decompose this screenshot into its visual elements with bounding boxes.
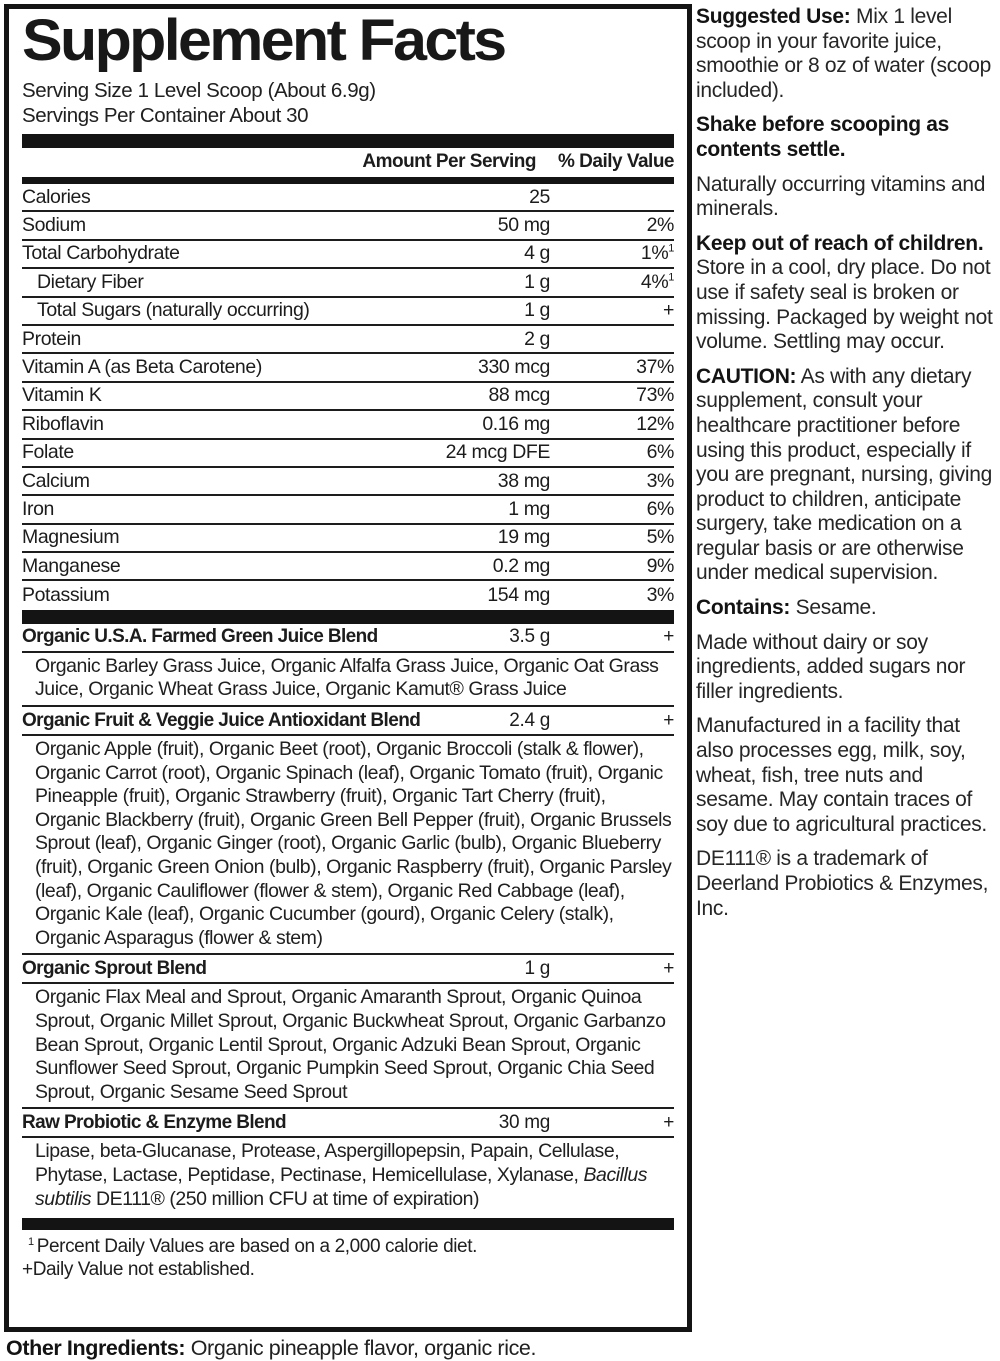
nutrient-amount: 154 mg xyxy=(487,584,550,607)
servings-per-container: Servings Per Container About 30 xyxy=(22,103,309,127)
blend-amount: 2.4 g xyxy=(509,709,550,731)
blend-name: Organic Sprout Blend xyxy=(22,957,207,979)
blend-amount: 1 g xyxy=(524,957,550,979)
blend-amount: 3.5 g xyxy=(509,626,550,648)
paragraph-contains xyxy=(696,596,998,621)
nutrient-name: Riboflavin xyxy=(22,412,104,435)
nutrient-name: Total Carbohydrate xyxy=(22,242,180,265)
paragraph-text: DE111® is a trademark of Deerland Probiotics & Enzymes, Inc. xyxy=(696,847,989,920)
nutrient-name: Calcium xyxy=(22,469,90,492)
table-row-protein xyxy=(22,326,674,354)
ingredients-text: DE111® (250 million CFU at time of expiration) xyxy=(91,1187,480,1210)
divider-bar-thick xyxy=(22,1218,674,1230)
nutrient-name: Magnesium xyxy=(22,526,120,549)
supplement-facts-panel xyxy=(4,4,692,1332)
blend-name: Organic Fruit & Veggie Juice Antioxidant Blend xyxy=(22,709,421,731)
nutrient-dv xyxy=(550,271,674,294)
nutrient-amount: 38 mg xyxy=(497,469,550,492)
nutrient-dv xyxy=(550,214,674,237)
nutrient-amount: 0.16 mg xyxy=(482,412,550,435)
nutrient-dv xyxy=(550,526,674,549)
dv-value: 73% xyxy=(636,384,674,407)
nutrient-amount: 25 xyxy=(529,185,550,208)
paragraph-text: Manufactured in a facility that also processes egg, milk, soy, wheat, fish, tree nuts and sesame. May contain traces of soy due to agricultural practices. xyxy=(696,714,987,836)
blend-ingredients-probiotic-enzyme xyxy=(22,1138,674,1214)
table-row-vitamin-a xyxy=(22,354,674,382)
table-row-total-carbohydrate xyxy=(22,241,674,269)
table-row-manganese xyxy=(22,553,674,581)
panel-title: Supplement Facts xyxy=(22,8,505,73)
dv-value: 6% xyxy=(646,497,674,520)
blend-row-sprout xyxy=(22,955,674,984)
header-daily-value: % Daily Value xyxy=(557,151,674,172)
table-row-vitamin-k xyxy=(22,383,674,411)
nutrient-name: Iron xyxy=(22,497,55,520)
paragraph-made-without xyxy=(696,631,998,705)
paragraph-manufactured xyxy=(696,714,998,837)
nutrient-dv xyxy=(550,584,674,607)
table-row-riboflavin xyxy=(22,411,674,439)
nutrient-amount: 88 mcg xyxy=(488,384,550,407)
nutrient-name: Potassium xyxy=(22,584,110,607)
paragraph-text: Naturally occurring vitamins and minerals. xyxy=(696,172,986,221)
nutrient-dv xyxy=(550,441,674,464)
nutrient-amount: 0.2 mg xyxy=(492,554,550,577)
dv-value: 3% xyxy=(646,469,674,492)
nutrient-name: Manganese xyxy=(22,554,121,577)
nutrient-dv xyxy=(550,470,674,493)
blend-ingredients-sprout: Organic Flax Meal and Sprout, Organic Amaranth Sprout, Organic Quinoa Sprout, Organic Millet Sprout, Organic Buckwheat Sprout, Organic Garbanzo Bean Sprout, Organic Lentil Sprout, Organic Adzuki Bean Sprout, Organic Sunflower Seed Sprout, Organic Pumpkin Seed Sprout, Organic Chia Seed Sprout, Organic Sesame Seed Sprout xyxy=(22,984,674,1109)
other-ingredients-label: Other Ingredients: xyxy=(6,1336,186,1360)
paragraph-lead: Shake before scooping as contents settle. xyxy=(696,113,950,161)
dv-value: 9% xyxy=(646,554,674,577)
nutrient-amount: 50 mg xyxy=(497,214,550,237)
nutrient-amount: 1 g xyxy=(524,270,550,293)
nutrient-dv xyxy=(550,299,674,322)
footnote-marker: 1 xyxy=(28,1235,34,1248)
paragraph-lead: CAUTION: xyxy=(696,364,797,388)
dv-value: 5% xyxy=(646,526,674,549)
table-row-calories xyxy=(22,184,674,212)
nutrient-amount: 19 mg xyxy=(497,526,550,549)
table-row-dietary-fiber xyxy=(22,269,674,297)
blend-dv: + xyxy=(663,1111,674,1133)
dv-value: 3% xyxy=(646,584,674,607)
table-row-magnesium xyxy=(22,525,674,553)
paragraph-text: Store in a cool, dry place. Do not use if safety seal is broken or missing. Packaged by weight not volume. Settling may occur. xyxy=(696,256,993,354)
nutrient-name: Protein xyxy=(22,327,81,350)
nutrient-name: Sodium xyxy=(22,214,86,237)
blend-row-probiotic-enzyme xyxy=(22,1109,674,1138)
header-amount-per-serving: Amount Per Serving xyxy=(362,151,536,172)
ingredients-species-italic: Bacillus subtilis xyxy=(35,1163,648,1210)
paragraph-naturally-occurring xyxy=(696,173,998,222)
nutrient-dv xyxy=(550,413,674,436)
nutrient-amount: 4 g xyxy=(524,242,550,265)
blend-ingredients-fruit-veggie: Organic Apple (fruit), Organic Beet (root), Organic Broccoli (stalk & flower), Organic Carrot (root), Organic Spinach (leaf), Organic Tomato (fruit), Organic Pineapple (fruit), Organic Strawberry (fruit), Organic Tart Cherry (fruit), Organic Blackberry (fruit), Organic Green Bell Pepper (fruit), Organic Brussels Sprout (leaf), Organic Ginger (root), Organic Garlic (bulb), Organic Blueberry (fruit), Organic Green Onion (bulb), Organic Raspberry (fruit), Organic Parsley (leaf), Organic Cauliflower (flower & stem), Organic Red Cabbage (leaf), Organic Kale (leaf), Organic Cucumber (gourd), Organic Celery (stalk), Organic Asparagus (flower & stem) xyxy=(22,736,674,955)
nutrient-dv xyxy=(550,384,674,407)
paragraph-text: Mix 1 level scoop in your favorite juice, smoothie or 8 oz of water (scoop included). xyxy=(696,5,992,102)
paragraph-text: Made without dairy or soy ingredients, added sugars nor filler ingredients. xyxy=(696,630,966,703)
table-row-calcium xyxy=(22,468,674,496)
nutrient-amount: 24 mcg DFE xyxy=(445,441,550,464)
paragraph-text: As with any dietary supplement, consult your healthcare practitioner before using this product, especially if you are pregnant, nursing, giving product to children, anticipate surgery, take medication on a regular basis or are otherwise under medical supervision. xyxy=(696,364,992,585)
nutrient-name: Total Sugars (naturally occurring) xyxy=(37,299,310,322)
divider-bar-thin xyxy=(22,177,674,184)
blend-amount: 30 mg xyxy=(498,1111,550,1133)
dv-value: 6% xyxy=(646,441,674,464)
nutrient-dv xyxy=(550,356,674,379)
serving-size: Serving Size 1 Level Scoop (About 6.9g) xyxy=(22,79,376,102)
dv-value: 1% xyxy=(640,242,669,265)
paragraph-shake-before xyxy=(696,113,998,162)
other-ingredients-text: Organic pineapple flavor, organic rice. xyxy=(185,1336,537,1360)
blend-name: Raw Probiotic & Enzyme Blend xyxy=(22,1111,287,1133)
usage-info-column xyxy=(696,5,998,931)
footnote-text: Percent Daily Values are based on a 2,000 calorie diet. xyxy=(36,1236,477,1258)
dv-value: 37% xyxy=(636,356,674,379)
blend-row-green-juice xyxy=(22,624,674,653)
table-header-row xyxy=(22,148,674,177)
nutrient-name: Folate xyxy=(22,441,74,464)
blend-ingredients-green-juice: Organic Barley Grass Juice, Organic Alfalfa Grass Juice, Organic Oat Grass Juice, Organic Wheat Grass Juice, Organic Kamut® Grass Juice xyxy=(22,653,674,707)
paragraph-caution xyxy=(696,365,998,586)
nutrient-dv xyxy=(550,242,674,265)
nutrient-amount: 1 g xyxy=(524,299,550,322)
paragraph-trademark xyxy=(696,847,998,921)
table-row-folate xyxy=(22,440,674,468)
nutrient-amount: 1 mg xyxy=(508,497,550,520)
blend-dv: + xyxy=(663,957,674,979)
dv-value: 2% xyxy=(646,214,674,237)
table-row-iron xyxy=(22,496,674,524)
ingredients-text: Lipase, beta-Glucanase, Protease, Aspergillopepsin, Papain, Cellulase, Phytase, Lactase, Peptidase, Pectinase, Hemicellulase, Xylanase, xyxy=(35,1140,620,1186)
paragraph-suggested-use xyxy=(696,5,998,103)
nutrient-amount: 2 g xyxy=(524,327,550,350)
footnote-daily-values xyxy=(22,1235,674,1258)
table-row-total-sugars xyxy=(22,298,674,326)
dv-footnote-marker: 1 xyxy=(668,242,674,255)
paragraph-text: Sesame. xyxy=(790,596,877,620)
nutrient-name: Vitamin A (as Beta Carotene) xyxy=(22,356,262,379)
blend-dv: + xyxy=(663,626,674,648)
blend-row-fruit-veggie xyxy=(22,707,674,736)
blend-name: Organic U.S.A. Farmed Green Juice Blend xyxy=(22,626,378,648)
dv-value: 12% xyxy=(636,412,674,435)
divider-bar-thick xyxy=(22,134,674,148)
dv-footnote-marker: 1 xyxy=(668,271,674,284)
nutrient-dv xyxy=(550,498,674,521)
table-row-potassium xyxy=(22,581,674,609)
nutrient-name: Vitamin K xyxy=(22,384,102,407)
footnote-not-established: +Daily Value not established. xyxy=(22,1259,255,1281)
dv-value: 4% xyxy=(640,270,669,293)
paragraph-lead: Contains: xyxy=(696,596,791,620)
table-row-sodium xyxy=(22,212,674,240)
other-ingredients-line xyxy=(6,1336,996,1361)
nutrient-name: Dietary Fiber xyxy=(37,270,144,293)
nutrient-amount: 330 mcg xyxy=(478,356,550,379)
dv-value: + xyxy=(663,299,674,322)
divider-bar-thick xyxy=(22,610,674,624)
nutrient-dv xyxy=(550,555,674,578)
paragraph-lead: Keep out of reach of children. xyxy=(696,231,984,255)
paragraph-lead: Suggested Use: xyxy=(696,5,851,28)
paragraph-keep-out-of-reach xyxy=(696,232,998,355)
nutrient-name: Calories xyxy=(22,185,91,208)
blend-dv: + xyxy=(663,709,674,731)
